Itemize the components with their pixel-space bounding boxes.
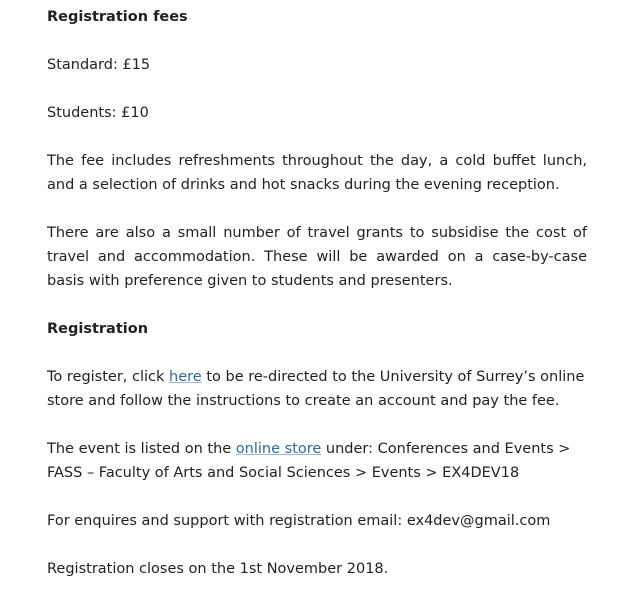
register-suffix: to be re-directed to the University of Surrey’s online store and follow the instructions to create an account and pay the fee. bbox=[47, 369, 585, 409]
standard-fee: Standard: £15 bbox=[47, 57, 151, 73]
enquiries-text: For enquires and support with registration email: ex4dev@gmail.com bbox=[47, 513, 551, 529]
registration-info bbox=[47, 5, 587, 605]
event-listing-text bbox=[47, 437, 587, 485]
register-instructions bbox=[47, 365, 587, 413]
registration-closes-text: Registration closes on the 1st November 2018. bbox=[47, 561, 389, 577]
travel-grants-text: There are also a small number of travel grants to subsidise the cost of travel and accommodation. These will be awarded on a case-by-case basis with preference given to students and presenters. bbox=[47, 225, 587, 289]
listed-suffix: under: Conferences and Events > FASS – Faculty of Arts and Social Sciences > Events > EX4DEV18 bbox=[47, 441, 571, 481]
register-here-link[interactable]: here bbox=[169, 369, 202, 385]
listed-prefix: The event is listed on the bbox=[47, 441, 236, 457]
student-fee: Students: £10 bbox=[47, 105, 149, 121]
fees-heading: Registration fees bbox=[47, 9, 188, 25]
fee-includes-text: The fee includes refreshments throughout the day, a cold buffet lunch, and a selection of drinks and hot snacks during the evening reception. bbox=[47, 153, 587, 193]
online-store-link[interactable]: online store bbox=[235, 441, 322, 457]
register-prefix: To register, click bbox=[47, 369, 170, 385]
registration-heading: Registration bbox=[47, 321, 149, 337]
